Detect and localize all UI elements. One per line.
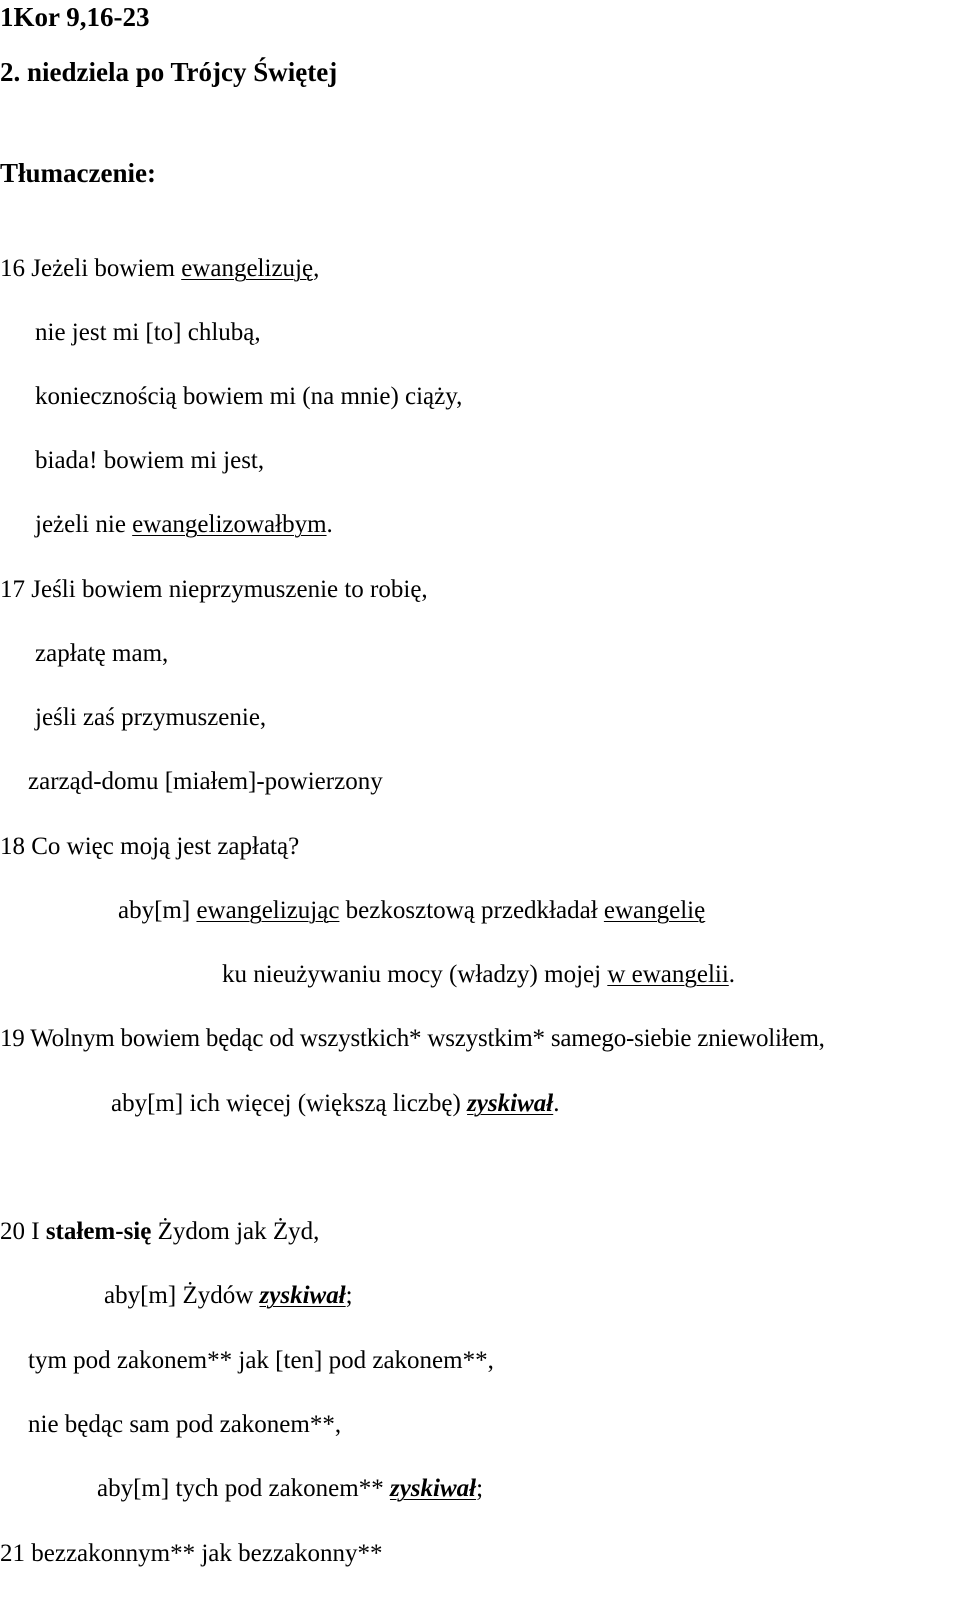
verse-18-line-3 — [222, 960, 735, 990]
verse-18-line-1: 18 Co więc moją jest zapłatą? — [0, 833, 300, 860]
verse-20-line-5 — [97, 1474, 483, 1504]
verse-16-underlined-word: ewangelizuję — [181, 255, 314, 282]
verse-17-line-4: zarząd-domu [miałem]-powierzony — [28, 768, 383, 795]
scripture-reference: 1Kor 9,16-23 — [0, 2, 150, 32]
verse-18-line-2 — [118, 896, 705, 926]
verse-16-line-5-underlined-word: ewangelizowałbym — [132, 511, 327, 538]
verse-20-line-2 — [104, 1281, 353, 1311]
verse-17-line-1: 17 Jeśli bowiem nieprzymuszenie to robię, — [0, 576, 428, 603]
verse-16-line-1 — [0, 254, 319, 284]
verse-17-line-2: zapłatę mam, — [35, 640, 169, 667]
verse-20-bold-phrase: stałem-się — [45, 1218, 152, 1245]
sunday-title: 2. niedziela po Trójcy Świętej — [0, 57, 338, 87]
verse-20-line-1-text-a: 20 I — [0, 1218, 46, 1245]
verse-16-line-1-text: 16 Jeżeli bowiem — [0, 255, 182, 282]
verse-18-line-3-text: ku nieużywaniu mocy (władzy) mojej — [222, 961, 608, 988]
verse-19-line-2 — [111, 1089, 559, 1119]
verse-20-line-2-text: aby[m] Żydów — [104, 1282, 260, 1309]
verse-19-line-2-punct: . — [553, 1090, 560, 1117]
verse-16-line-4: biada! bowiem mi jest, — [35, 447, 265, 474]
verse-17-line-3: jeśli zaś przymuszenie, — [35, 704, 267, 731]
verse-21-line-1: 21 bezzakonnym** jak bezzakonny** — [0, 1540, 383, 1567]
verse-16-line-5-punct: . — [326, 511, 333, 538]
verse-20-line-5-text: aby[m] tych pod zakonem** — [97, 1475, 390, 1502]
verse-19-line-1: 19 Wolnym bowiem będąc od wszystkich* wszystkim* samego-siebie zniewoliłem, — [0, 1025, 825, 1052]
verse-18-line-2-text-b: bezkosztową przedkładał — [339, 897, 604, 924]
verse-20-line-2-emphasized-word: zyskiwał — [259, 1282, 346, 1309]
verse-16-line-3: koniecznością bowiem mi (na mnie) ciąży, — [35, 383, 463, 410]
verse-18-line-3-punct: . — [728, 961, 736, 988]
verse-20-line-5-emphasized-word: zyskiwał — [389, 1475, 477, 1502]
verse-16-line-2: nie jest mi [to] chlubą, — [35, 319, 261, 346]
verse-20-line-2-punct: ; — [345, 1282, 353, 1309]
verse-16-line-5 — [35, 510, 333, 540]
verse-18-line-3-underlined-phrase: w ewangelii — [607, 961, 729, 988]
verse-18-underlined-gospel: ewangelię — [603, 897, 706, 924]
verse-20-line-1 — [0, 1217, 319, 1247]
verse-16-line-5-text: jeżeli nie — [35, 511, 133, 538]
verse-18-underlined-participle: ewangelizując — [196, 897, 340, 924]
verse-20-line-5-punct: ; — [476, 1475, 484, 1502]
verse-20-line-4: nie będąc sam pod zakonem**, — [28, 1411, 342, 1438]
verse-16-line-1-punct: , — [313, 255, 320, 282]
verse-20-line-3: tym pod zakonem** jak [ten] pod zakonem**, — [28, 1347, 494, 1374]
verse-19-emphasized-word: zyskiwał — [467, 1090, 554, 1117]
verse-19-line-2-text: aby[m] ich więcej (większą liczbę) — [111, 1090, 468, 1117]
verse-18-line-2-text-a: aby[m] — [118, 897, 197, 924]
translation-heading: Tłumaczenie: — [0, 158, 156, 188]
verse-20-line-1-text-b: Żydom jak Żyd, — [151, 1218, 320, 1245]
